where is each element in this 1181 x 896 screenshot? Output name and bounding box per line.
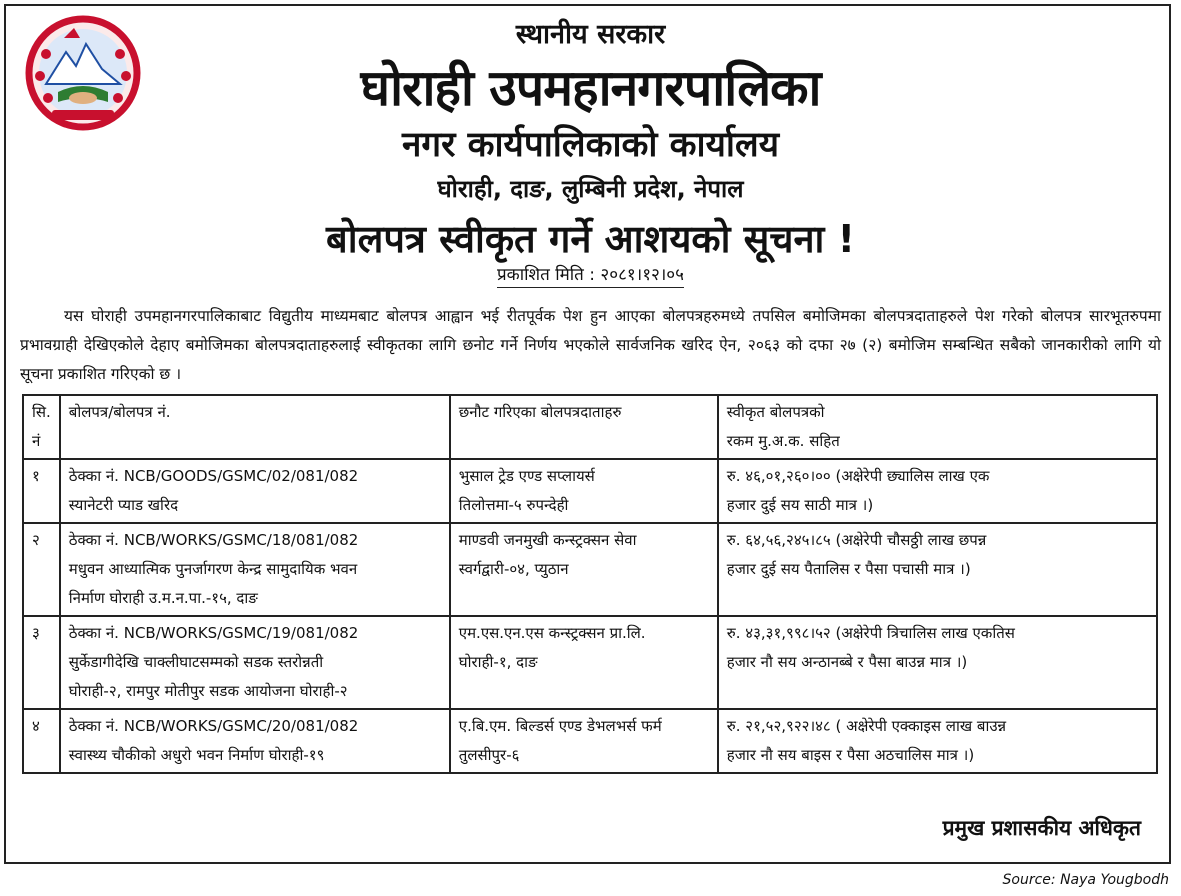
row-amount-line2: हजार दुई सय साठी मात्र ।) (726, 496, 874, 514)
row-bidder-address: स्वर्गद्वारी-०४, प्युठान (458, 560, 569, 578)
published-date (0, 262, 1181, 285)
row-bid-desc: स्यानेटरी प्याड खरिद (68, 496, 179, 514)
row-bid (60, 459, 450, 523)
row-bid-desc-2: निर्माण घोराही उ.म.न.पा.-१५, दाङ (68, 589, 258, 607)
row-bidder-address: तुलसीपुर-६ (458, 746, 520, 764)
row-bid-no: ठेक्का नं. NCB/GOODS/GSMC/02/081/082 (68, 467, 359, 485)
row-bidder-name: माण्डवी जनमुखी कन्स्ट्रक्सन सेवा (458, 531, 637, 549)
header-amount-line1: स्वीकृत बोलपत्रको (726, 403, 825, 421)
tender-table (22, 394, 1158, 774)
row-amount (718, 616, 1157, 709)
row-bidder (450, 523, 718, 616)
notice-title: बोलपत्र स्वीकृत गर्ने आशयको सूचना ! (326, 217, 855, 261)
row-bidder-address: तिलोत्तमा-५ रुपन्देही (458, 496, 569, 514)
table-row (23, 709, 1157, 773)
signature-title: प्रमुख प्रशासकीय अधिकृत (942, 816, 1141, 840)
source-credit: Source: Naya Yougbodh (1002, 872, 1169, 888)
header-sn (23, 395, 60, 459)
row-bid-desc: सुर्केडागीदेखि चाक्लीघाटसम्मको सडक स्तरोन्नती (68, 653, 324, 671)
row-bid-desc: मधुवन आध्यात्मिक पुनर्जागरण केन्द्र सामुदायिक भवन (68, 560, 358, 578)
header-bidder: छनौट गरिएका बोलपत्रदाताहरु (450, 395, 718, 459)
notice-paragraph: यस घोराही उपमहानगरपालिकाबाट विद्युतीय माध्यमबाट बोलपत्र आह्वान भई रीतपूर्वक पेश हुन आएका बोलपत्रहरुमध्ये तपसिल बमोजिमका बोलपत्रदाताहरुले पेश गरेको बोलपत्र सारभूतरुपमा प्रभावग्राही देखिएकोले देहाए बमोजिमका बोलपत्रदाताहरुलाई स्वीकृतका लागि छनोट गर्ने निर्णय भएकोले सार्वजनिक खरिद ऐन, २०६३ को दफा २७ (२) बमोजिम सम्बन्धित सबैको जानकारीको लागि यो सूचना प्रकाशित गरिएको छ । (20, 307, 1161, 383)
row-sn: २ (23, 523, 60, 616)
header-bid: बोलपत्र/बोलपत्र नं. (60, 395, 450, 459)
row-bid (60, 709, 450, 773)
table-row (23, 616, 1157, 709)
address: घोराही, दाङ, लुम्बिनी प्रदेश, नेपाल (437, 175, 744, 203)
table-row (23, 523, 1157, 616)
row-bid-no: ठेक्का नं. NCB/WORKS/GSMC/19/081/082 (68, 624, 359, 642)
row-amount-line1: रु. ४३,३१,९९८।५२ (अक्षेरेपी त्रिचालिस लाख एकतिस (726, 624, 1015, 642)
row-bid (60, 523, 450, 616)
row-bidder-address: घोराही-१, दाङ (458, 653, 538, 671)
header-sn-line1: सि. (32, 403, 51, 421)
row-bidder (450, 459, 718, 523)
row-amount (718, 709, 1157, 773)
row-bid-no: ठेक्का नं. NCB/WORKS/GSMC/18/081/082 (68, 531, 359, 549)
row-bidder (450, 709, 718, 773)
row-amount-line1: रु. ४६,०१,२६०।०० (अक्षेरेपी छ्यालिस लाख एक (726, 467, 990, 485)
row-bid (60, 616, 450, 709)
municipality-name: घोराही उपमहानगरपालिका (360, 59, 821, 117)
row-sn: ३ (23, 616, 60, 709)
table-header-row (23, 395, 1157, 459)
row-bid-desc-2: घोराही-२, रामपुर मोतीपुर सडक आयोजना घोराही-२ (68, 682, 348, 700)
row-sn: १ (23, 459, 60, 523)
government-label: स्थानीय सरकार (515, 19, 666, 50)
row-amount-line1: रु. ६४,५६,२४५।८५ (अक्षेरेपी चौसठ्ठी लाख छपन्न (726, 531, 987, 549)
row-amount (718, 523, 1157, 616)
row-amount-line2: हजार नौ सय बाइस र पैसा अठचालिस मात्र ।) (726, 746, 975, 764)
row-bidder-name: भुसाल ट्रेड एण्ड सप्लायर्स (458, 467, 595, 485)
header-amount (718, 395, 1157, 459)
header-amount-line2: रकम मु.अ.क. सहित (726, 432, 840, 450)
table-row (23, 459, 1157, 523)
row-bid-desc: स्वास्थ्य चौकीको अधुरो भवन निर्माण घोराही-१९ (68, 746, 325, 764)
row-amount-line2: हजार नौ सय अन्ठानब्बे र पैसा बाउन्न मात्र ।) (726, 653, 968, 671)
row-amount-line2: हजार दुई सय पैतालिस र पैसा पचासी मात्र ।) (726, 560, 971, 578)
row-bidder-name: ए.बि.एम. बिल्डर्स एण्ड डेभलभर्स फर्म (458, 717, 662, 735)
row-bidder (450, 616, 718, 709)
row-amount (718, 459, 1157, 523)
office-name: नगर कार्यपालिकाको कार्यालय (401, 125, 780, 165)
row-amount-line1: रु. २१,५२,९२२।४८ ( अक्षेरेपी एक्काइस लाख बाउन्न (726, 717, 1007, 735)
published-date-text: प्रकाशित मिति : २०८१।१२।०५ (497, 265, 684, 288)
row-sn: ४ (23, 709, 60, 773)
row-bidder-name: एम.एस.एन.एस कन्स्ट्रक्सन प्रा.लि. (458, 624, 646, 642)
row-bid-no: ठेक्का नं. NCB/WORKS/GSMC/20/081/082 (68, 717, 359, 735)
header-sn-line2: नं (32, 432, 41, 450)
